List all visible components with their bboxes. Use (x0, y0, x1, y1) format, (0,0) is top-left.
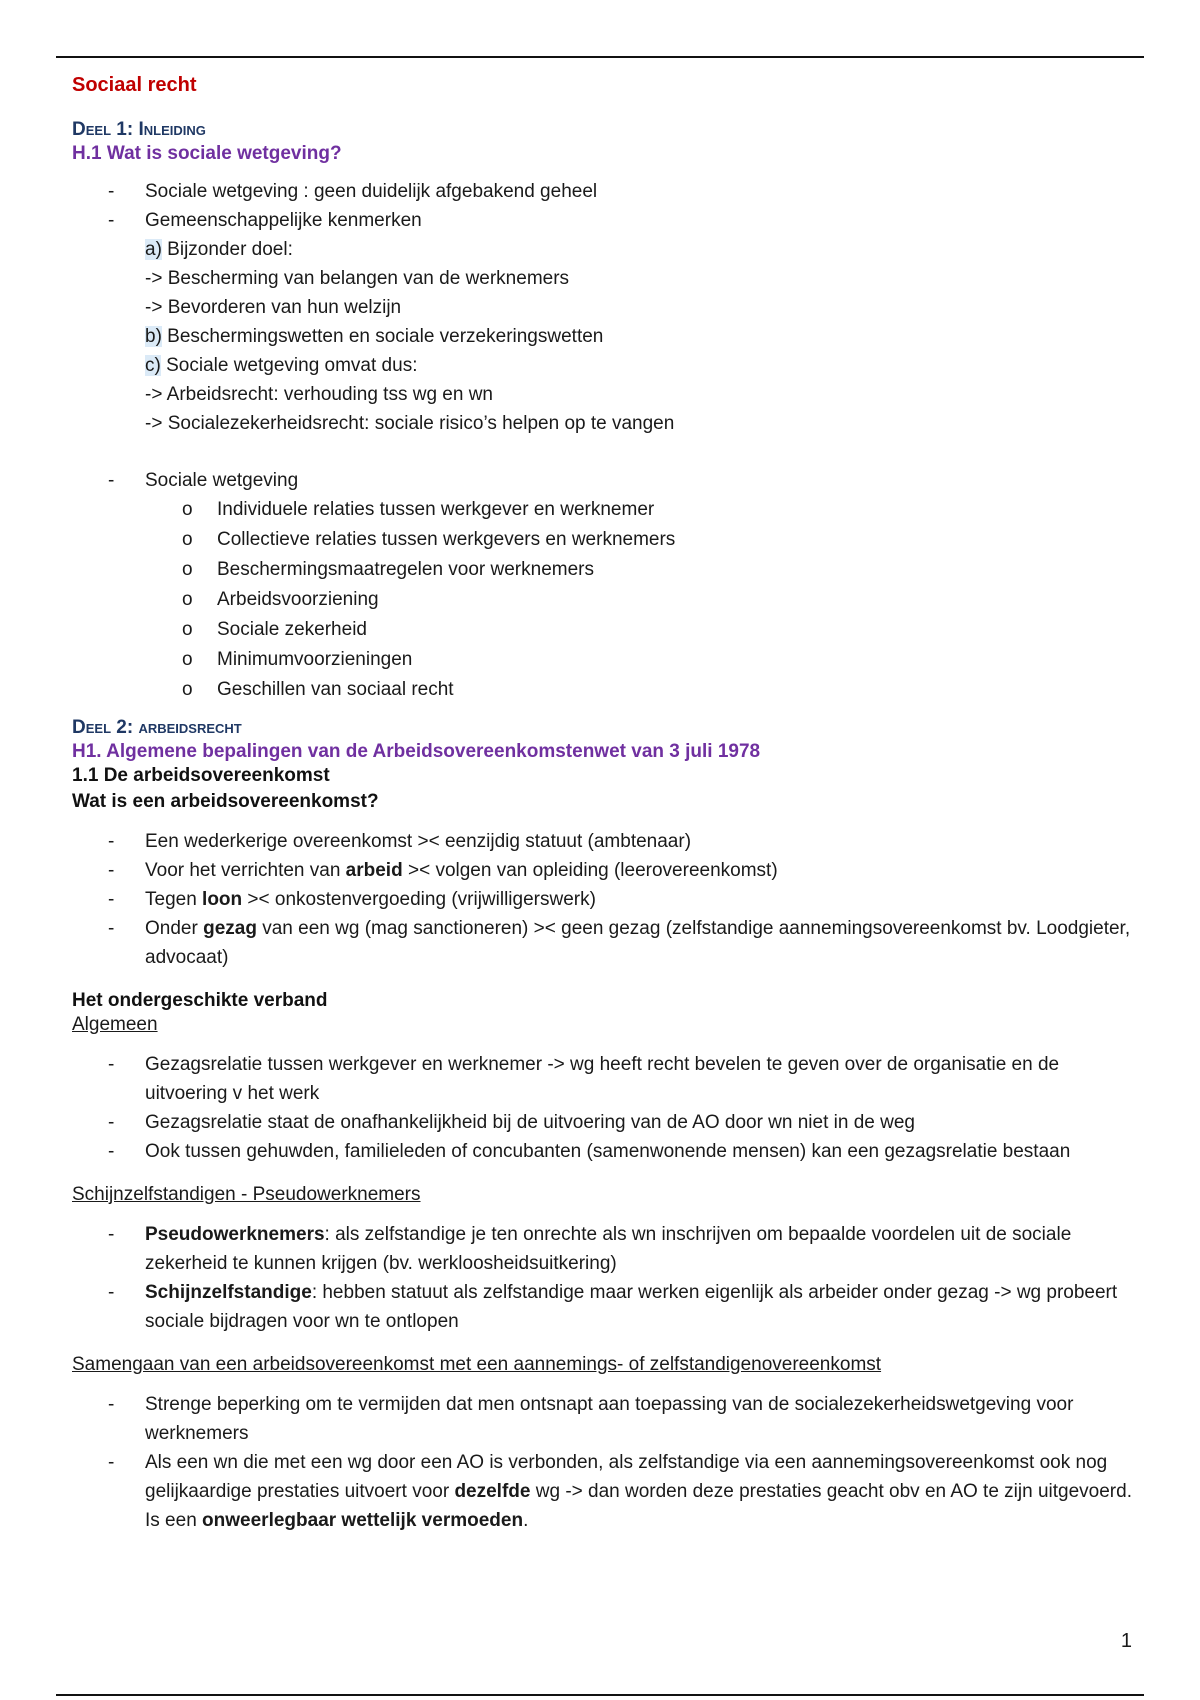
algemeen-heading: Algemeen (72, 1014, 158, 1035)
arrow-line: -> Arbeidsrecht: verhouding tss wg en wn (145, 384, 493, 405)
list-item: - Tegen loon >< onkostenvergoeding (vrijwilligerswerk) (72, 885, 1132, 914)
page-number: 1 (1120, 1630, 1132, 1652)
label-c: c) (145, 355, 161, 376)
chapter-2-heading: H1. Algemene bepalingen van de Arbeidsovereenkomstenwet van 3 juli 1978 (72, 741, 761, 762)
arrow-line: -> Socialezekerheidsrecht: sociale risico’s helpen op te vangen (145, 413, 675, 434)
list-item: - Een wederkerige overeenkomst >< eenzijdig statuut (ambtenaar) (72, 827, 1132, 856)
list-item: - Sociale wetgeving (72, 466, 1132, 495)
arrow-line: -> Bescherming van belangen van de werknemers (145, 268, 570, 289)
sub-item-b: b) Beschermingswetten en sociale verzekeringswetten (145, 326, 604, 347)
samengaan-list (72, 1390, 1132, 1535)
verband-heading: Het ondergeschikte verband (72, 990, 328, 1011)
document-page (72, 70, 1132, 1547)
wetgeving-list (72, 466, 1132, 495)
list-item: - Pseudowerknemers: als zelfstandige je ten onrechte als wn inschrijven om bepaalde voordelen uit de sociale zekerheid te kunnen krijgen (bv. werkloosheidsuitkering) (72, 1220, 1132, 1278)
kenmerken-block (72, 235, 1132, 438)
list-item: - Gemeenschappelijke kenmerken (72, 206, 1132, 235)
arrow-line: -> Bevorderen van hun welzijn (145, 297, 402, 318)
list-item: o Arbeidsvoorziening (72, 585, 1132, 615)
samengaan-heading: Samengaan van een arbeidsovereenkomst met een aannemings- of zelfstandigenovereenkomst (72, 1354, 882, 1375)
footer-rule (56, 1694, 1144, 1696)
list-item: o Geschillen van sociaal recht (72, 675, 1132, 705)
document-title: Sociaal recht (72, 74, 197, 96)
sub-item-a: a) Bijzonder doel: (145, 239, 293, 260)
list-item: o Beschermingsmaatregelen voor werknemers (72, 555, 1132, 585)
list-item: - Voor het verrichten van arbeid >< volgen van opleiding (leerovereenkomst) (72, 856, 1132, 885)
schijn-list (72, 1220, 1132, 1336)
list-item: - Als een wn die met een wg door een AO is verbonden, als zelfstandige via een aannemingsovereenkomst ook nog gelijkaardige prestaties uitvoert voor dezelfde wg -> dan worden deze prestaties geacht obv en AO te zijn uitgevoerd. Is een onweerlegbaar wettelijk vermoeden. (72, 1448, 1132, 1535)
list-item: - Onder gezag van een wg (mag sanctioneren) >< geen gezag (zelfstandige aannemingsovereenkomst bv. Loodgieter, advocaat) (72, 914, 1132, 972)
list-item: - Strenge beperking om te vermijden dat men ontsnapt aan toepassing van de socialezekerheidswetgeving voor werknemers (72, 1390, 1132, 1448)
algemeen-list (72, 1050, 1132, 1166)
list-item: - Ook tussen gehuwden, familieleden of concubanten (samenwonende mensen) kan een gezagsrelatie bestaan (72, 1137, 1132, 1166)
chapter-1-heading: H.1 Wat is sociale wetgeving? (72, 143, 342, 164)
list-item: - Sociale wetgeving : geen duidelijk afgebakend geheel (72, 177, 1132, 206)
header-rule (56, 56, 1144, 58)
question-heading: Wat is een arbeidsovereenkomst? (72, 791, 379, 812)
part-1-heading: Deel 1: Inleiding (72, 119, 206, 140)
section-heading: 1.1 De arbeidsovereenkomst (72, 765, 330, 786)
list-item: - Gezagsrelatie staat de onafhankelijkheid bij de uitvoering van de AO door wn niet in de weg (72, 1108, 1132, 1137)
definition-list (72, 827, 1132, 972)
label-a: a) (145, 239, 162, 260)
intro-list (72, 177, 1132, 235)
schijn-heading: Schijnzelfstandigen - Pseudowerknemers (72, 1184, 421, 1205)
list-item: o Sociale zekerheid (72, 615, 1132, 645)
list-item: - Gezagsrelatie tussen werkgever en werknemer -> wg heeft recht bevelen te geven over de organisatie en de uitvoering v het werk (72, 1050, 1132, 1108)
part-2-heading: Deel 2: arbeidsrecht (72, 717, 242, 738)
sub-item-c: c) Sociale wetgeving omvat dus: (145, 355, 418, 376)
list-item: o Minimumvoorzieningen (72, 645, 1132, 675)
list-item: o Collectieve relaties tussen werkgevers en werknemers (72, 525, 1132, 555)
list-item: - Schijnzelfstandige: hebben statuut als zelfstandige maar werken eigenlijk als arbeider onder gezag -> wg probeert sociale bijdragen voor wn te ontlopen (72, 1278, 1132, 1336)
label-b: b) (145, 326, 162, 347)
wetgeving-sublist (72, 495, 1132, 705)
list-item: o Individuele relaties tussen werkgever en werknemer (72, 495, 1132, 525)
